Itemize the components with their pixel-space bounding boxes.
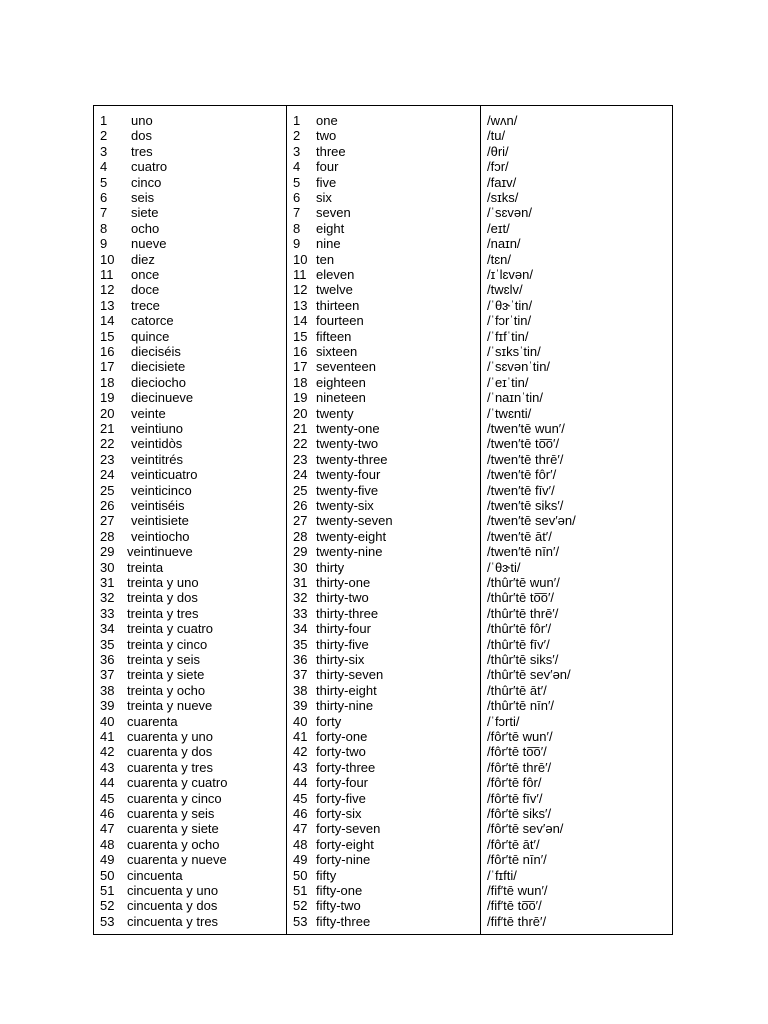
row-number: 23 <box>100 451 115 467</box>
english-word: thirty-two <box>316 590 369 606</box>
row-number: 31 <box>293 575 308 590</box>
spanish-word: cuarenta y tres <box>127 759 213 775</box>
spanish-word: cuarenta y cinco <box>127 790 222 806</box>
english-word: nine <box>316 236 341 252</box>
pronunciation-text: /twen′tē wun′/ <box>487 421 565 436</box>
pronunciation-text: /eɪt/ <box>487 220 510 236</box>
english-word: five <box>316 174 337 190</box>
pronunciation-text: /ˈnaɪnˈtin/ <box>487 390 543 406</box>
english-word: forty-one <box>316 729 368 744</box>
spanish-word: tres <box>131 143 153 159</box>
pronunciation-text: /twen′tē nīn′/ <box>487 544 560 560</box>
spanish-word: diecinueve <box>131 390 194 406</box>
row-number: 39 <box>100 698 115 714</box>
english-word: twenty <box>316 405 354 421</box>
row-number: 51 <box>293 883 308 898</box>
spanish-word: ocho <box>131 220 160 236</box>
english-word: fifty-two <box>316 898 361 914</box>
english-word: seventeen <box>316 359 376 375</box>
english-word: one <box>316 113 338 128</box>
english-word: twenty-six <box>316 498 374 513</box>
row-number: 47 <box>293 821 308 837</box>
pronunciation-text: /tɛn/ <box>487 251 512 267</box>
row-number: 27 <box>293 513 308 529</box>
spanish-word: veinte <box>131 405 166 421</box>
row-number: 13 <box>100 297 115 313</box>
row-number: 43 <box>293 759 308 775</box>
pronunciation-text: /fôr′tē to͞o′/ <box>487 744 547 760</box>
row-number: 40 <box>293 713 308 729</box>
english-word: sixteen <box>316 344 358 359</box>
english-word: twenty-two <box>316 436 379 452</box>
row-number: 34 <box>293 621 308 637</box>
english-word: thirty-six <box>316 652 365 667</box>
english-word: thirty-five <box>316 636 369 652</box>
spanish-word: treinta y uno <box>127 575 199 590</box>
row-number: 21 <box>293 421 308 436</box>
pronunciation-text: /fif′tē wun′/ <box>487 883 548 898</box>
spanish-word: veintitrés <box>131 451 184 467</box>
english-word: thirty-nine <box>316 698 374 714</box>
row-number: 16 <box>293 344 308 359</box>
spanish-word: veintiséis <box>131 498 185 513</box>
spanish-word: cuatro <box>131 159 168 175</box>
row-number: 24 <box>100 467 115 483</box>
row-number: 18 <box>100 374 115 390</box>
row-number: 4 <box>293 159 301 175</box>
pronunciation-text: /sɪks/ <box>487 190 519 205</box>
row-number: 29 <box>293 544 308 560</box>
pronunciation-column <box>481 106 672 934</box>
english-word: forty-seven <box>316 821 381 837</box>
english-word: eighteen <box>316 374 366 390</box>
row-number: 52 <box>293 898 308 914</box>
row-number: 12 <box>100 282 115 298</box>
pronunciation-text: /twen′tē thrē′/ <box>487 451 564 467</box>
spanish-word: treinta y siete <box>127 667 205 683</box>
spanish-word: cuarenta y siete <box>127 821 219 837</box>
row-number: 19 <box>293 390 308 406</box>
row-number: 11 <box>293 267 307 282</box>
row-number: 3 <box>100 143 108 159</box>
row-number: 23 <box>293 451 308 467</box>
row-number: 22 <box>100 436 115 452</box>
english-word: six <box>316 190 332 205</box>
row-number: 41 <box>293 729 308 744</box>
row-number: 36 <box>293 652 308 667</box>
spanish-word: treinta y cuatro <box>127 621 213 637</box>
row-number: 3 <box>293 143 301 159</box>
row-number: 14 <box>100 313 115 329</box>
pronunciation-text: /fôr′tē fôr/ <box>487 775 542 791</box>
row-number: 18 <box>293 374 308 390</box>
english-column <box>287 106 481 934</box>
row-number: 5 <box>100 174 108 190</box>
pronunciation-text: /thûr′tē siks′/ <box>487 652 559 667</box>
spanish-word: cincuenta y dos <box>127 898 218 914</box>
pronunciation-text: /ˈθɝti/ <box>487 559 521 575</box>
row-number: 46 <box>100 806 115 821</box>
row-number: 13 <box>293 297 308 313</box>
spanish-word: cuarenta y seis <box>127 806 215 821</box>
pronunciation-text: /thûr′tē wun′/ <box>487 575 560 590</box>
row-number: 35 <box>100 636 115 652</box>
pronunciation-text: /ˈeɪˈtin/ <box>487 374 529 390</box>
row-number: 33 <box>293 605 308 621</box>
row-number: 38 <box>293 682 308 698</box>
row-number: 43 <box>100 759 115 775</box>
row-number: 9 <box>100 236 108 252</box>
pronunciation-text: /fôr′tē sev′ən/ <box>487 821 564 837</box>
row-number: 2 <box>100 128 108 144</box>
row-number: 47 <box>100 821 115 837</box>
pronunciation-text: /ˈtwɛnti/ <box>487 405 532 421</box>
row-number: 28 <box>293 528 308 544</box>
row-number: 33 <box>100 605 115 621</box>
row-number: 12 <box>293 282 308 298</box>
row-number: 42 <box>293 744 308 760</box>
spanish-word: veinticuatro <box>131 467 198 483</box>
row-number: 49 <box>293 852 308 868</box>
pronunciation-text: /fôr′tē thrē′/ <box>487 759 552 775</box>
spanish-word: veintidòs <box>131 436 183 452</box>
english-word: forty-six <box>316 806 362 821</box>
row-number: 25 <box>293 482 308 498</box>
pronunciation-text: /thûr′tē fôr′/ <box>487 621 552 637</box>
pronunciation-text: /fɔr/ <box>487 159 509 175</box>
row-number: 24 <box>293 467 308 483</box>
spanish-word: cinco <box>131 174 162 190</box>
spanish-word: cuarenta y dos <box>127 744 213 760</box>
english-word: thirty <box>316 559 345 575</box>
row-number: 41 <box>100 729 115 744</box>
pronunciation-text: /fôr′tē wun′/ <box>487 729 553 744</box>
row-number: 39 <box>293 698 308 714</box>
english-word: twenty-five <box>316 482 379 498</box>
row-number: 8 <box>293 220 301 236</box>
pronunciation-text: /ˈθɝˈtin/ <box>487 297 533 313</box>
spanish-word: trece <box>131 297 160 313</box>
row-number: 27 <box>100 513 115 529</box>
spanish-word: nueve <box>131 236 167 252</box>
spanish-word: veintisiete <box>131 513 189 529</box>
english-word: fifty-three <box>316 913 371 929</box>
spanish-word: veinticinco <box>131 482 192 498</box>
english-word: fourteen <box>316 313 364 329</box>
row-number: 11 <box>100 267 114 282</box>
pronunciation-text: /tu/ <box>487 128 506 144</box>
english-word: forty-nine <box>316 852 371 868</box>
english-word: thirty-eight <box>316 682 377 698</box>
row-number: 2 <box>293 128 301 144</box>
pronunciation-text: /ˈfɪfti/ <box>487 867 517 883</box>
row-number: 38 <box>100 682 115 698</box>
row-number: 34 <box>100 621 115 637</box>
row-number: 44 <box>293 775 308 791</box>
pronunciation-text: /twen′tē sev′ən/ <box>487 513 576 529</box>
english-word: nineteen <box>316 390 366 406</box>
row-number: 19 <box>100 390 115 406</box>
row-number: 49 <box>100 852 115 868</box>
row-number: 37 <box>293 667 308 683</box>
row-number: 44 <box>100 775 115 791</box>
row-number: 22 <box>293 436 308 452</box>
spanish-word: dieciocho <box>131 374 186 390</box>
english-word: thirty-seven <box>316 667 384 683</box>
spanish-word: veintinueve <box>127 544 193 560</box>
pronunciation-text: /thûr′tē nīn′/ <box>487 698 555 714</box>
pronunciation-text: /naɪn/ <box>487 236 521 252</box>
row-number: 10 <box>100 251 115 267</box>
row-number: 50 <box>100 867 115 883</box>
english-word: forty-two <box>316 744 366 760</box>
spanish-word: cincuenta <box>127 867 183 883</box>
row-number: 29 <box>100 544 115 560</box>
english-word: thirty-one <box>316 575 371 590</box>
row-number: 50 <box>293 867 308 883</box>
row-number: 15 <box>293 328 308 344</box>
english-word: fifteen <box>316 328 352 344</box>
row-number: 9 <box>293 236 301 252</box>
row-number: 10 <box>293 251 308 267</box>
row-number: 17 <box>293 359 308 375</box>
row-number: 8 <box>100 220 108 236</box>
spanish-word: treinta y ocho <box>127 682 206 698</box>
spanish-word: veintiuno <box>131 421 184 436</box>
spanish-word: cincuenta y uno <box>127 883 219 898</box>
row-number: 14 <box>293 313 308 329</box>
spanish-word: siete <box>131 205 159 221</box>
pronunciation-text: /ˈsɛvən/ <box>487 205 532 221</box>
pronunciation-text: /wʌn/ <box>487 113 518 128</box>
english-word: thirteen <box>316 297 360 313</box>
pronunciation-text: /fif′tē to͞o′/ <box>487 898 542 914</box>
row-number: 30 <box>100 559 115 575</box>
row-number: 7 <box>293 205 301 221</box>
english-word: twenty-seven <box>316 513 393 529</box>
row-number: 37 <box>100 667 115 683</box>
spanish-column <box>94 106 287 934</box>
english-word: forty-four <box>316 775 369 791</box>
spanish-word: treinta y dos <box>127 590 198 606</box>
spanish-word: seis <box>131 190 155 205</box>
pronunciation-text: /thûr′tē sev′ən/ <box>487 667 571 683</box>
row-number: 7 <box>100 205 108 221</box>
row-number: 21 <box>100 421 115 436</box>
english-word: ten <box>316 251 335 267</box>
english-word: seven <box>316 205 351 221</box>
english-word: forty-five <box>316 790 366 806</box>
row-number: 28 <box>100 528 115 544</box>
row-number: 17 <box>100 359 115 375</box>
english-word: forty <box>316 713 342 729</box>
row-number: 26 <box>293 498 308 513</box>
row-number: 46 <box>293 806 308 821</box>
spanish-word: cuarenta <box>127 713 178 729</box>
pronunciation-text: /fôr′tē fīv′/ <box>487 790 543 806</box>
pronunciation-text: /thûr′tē thrē′/ <box>487 605 559 621</box>
english-word: two <box>316 128 337 144</box>
row-number: 35 <box>293 636 308 652</box>
spanish-word: cuarenta y nueve <box>127 852 227 868</box>
english-word: forty-eight <box>316 836 374 852</box>
pronunciation-text: /twen′tē fīv′/ <box>487 482 555 498</box>
row-number: 32 <box>100 590 115 606</box>
row-number: 45 <box>293 790 308 806</box>
english-word: forty-three <box>316 759 376 775</box>
row-number: 52 <box>100 898 115 914</box>
pronunciation-text: /twɛlv/ <box>487 282 523 298</box>
pronunciation-text: /ˈfɔrti/ <box>487 713 520 729</box>
spanish-word: cuarenta y ocho <box>127 836 220 852</box>
row-number: 31 <box>100 575 115 590</box>
row-number: 4 <box>100 159 108 175</box>
english-word: three <box>316 143 346 159</box>
spanish-word: diez <box>131 251 155 267</box>
row-number: 20 <box>100 405 115 421</box>
pronunciation-text: /twen′tē to͞o′/ <box>487 436 560 452</box>
pronunciation-text: /θri/ <box>487 143 509 159</box>
spanish-word: treinta y nueve <box>127 698 213 714</box>
pronunciation-text: /fôr′tē nīn′/ <box>487 852 547 868</box>
row-number: 48 <box>293 836 308 852</box>
english-word: twelve <box>316 282 353 298</box>
row-number: 40 <box>100 713 115 729</box>
row-number: 30 <box>293 559 308 575</box>
pronunciation-text: /faɪv/ <box>487 174 517 190</box>
english-word: four <box>316 159 339 175</box>
pronunciation-text: /twen′tē āt′/ <box>487 528 552 544</box>
row-number: 51 <box>100 883 115 898</box>
spanish-word: quince <box>131 328 170 344</box>
english-word: thirty-three <box>316 605 379 621</box>
row-number: 48 <box>100 836 115 852</box>
row-number: 45 <box>100 790 115 806</box>
pronunciation-text: /fôr′tē siks′/ <box>487 806 552 821</box>
spanish-word: veintiocho <box>131 528 190 544</box>
english-word: twenty-one <box>316 421 380 436</box>
pronunciation-text: /ˈfɪfˈtin/ <box>487 328 529 344</box>
row-number: 1 <box>293 113 301 128</box>
row-number: 15 <box>100 328 115 344</box>
english-word: twenty-eight <box>316 528 387 544</box>
spanish-word: treinta y tres <box>127 605 199 621</box>
spanish-word: doce <box>131 282 160 298</box>
english-word: fifty-one <box>316 883 363 898</box>
row-number: 6 <box>293 190 301 205</box>
pronunciation-text: /fôr′tē āt′/ <box>487 836 540 852</box>
english-word: twenty-nine <box>316 544 383 560</box>
row-number: 42 <box>100 744 115 760</box>
pronunciation-text: /ˈfɔrˈtin/ <box>487 313 532 329</box>
english-word: twenty-four <box>316 467 381 483</box>
pronunciation-text: /ˈsɛvənˈtin/ <box>487 359 551 375</box>
english-word: eight <box>316 220 345 236</box>
spanish-word: treinta <box>127 559 164 575</box>
spanish-word: dieciséis <box>131 344 181 359</box>
row-number: 5 <box>293 174 301 190</box>
pronunciation-text: /ˈsɪksˈtin/ <box>487 344 541 359</box>
row-number: 16 <box>100 344 115 359</box>
row-number: 20 <box>293 405 308 421</box>
pronunciation-text: /thûr′tē fīv′/ <box>487 636 550 652</box>
spanish-word: catorce <box>131 313 174 329</box>
pronunciation-text: /twen′tē fôr′/ <box>487 467 557 483</box>
pronunciation-text: /thûr′tē to͞o′/ <box>487 590 555 606</box>
spanish-word: cuarenta y uno <box>127 729 214 744</box>
row-number: 1 <box>100 113 108 128</box>
row-number: 25 <box>100 482 115 498</box>
row-number: 32 <box>293 590 308 606</box>
row-number: 26 <box>100 498 115 513</box>
english-word: eleven <box>316 267 355 282</box>
english-word: fifty <box>316 867 337 883</box>
row-number: 36 <box>100 652 115 667</box>
spanish-word: dos <box>131 128 152 144</box>
row-number: 6 <box>100 190 108 205</box>
spanish-word: cuarenta y cuatro <box>127 775 228 791</box>
spanish-word: once <box>131 267 160 282</box>
english-word: thirty-four <box>316 621 371 637</box>
english-word: twenty-three <box>316 451 388 467</box>
spanish-word: cincuenta y tres <box>127 913 219 929</box>
spanish-word: diecisiete <box>131 359 186 375</box>
number-vocabulary-table <box>93 105 673 935</box>
spanish-word: treinta y cinco <box>127 636 208 652</box>
pronunciation-text: /thûr′tē āt′/ <box>487 682 547 698</box>
row-number: 53 <box>293 913 308 929</box>
row-number: 53 <box>100 913 115 929</box>
pronunciation-text: /ɪˈlɛvən/ <box>487 267 533 282</box>
spanish-word: treinta y seis <box>127 652 200 667</box>
pronunciation-text: /fif′tē thrē′/ <box>487 913 547 929</box>
pronunciation-text: /twen′tē siks′/ <box>487 498 564 513</box>
spanish-word: uno <box>131 113 153 128</box>
